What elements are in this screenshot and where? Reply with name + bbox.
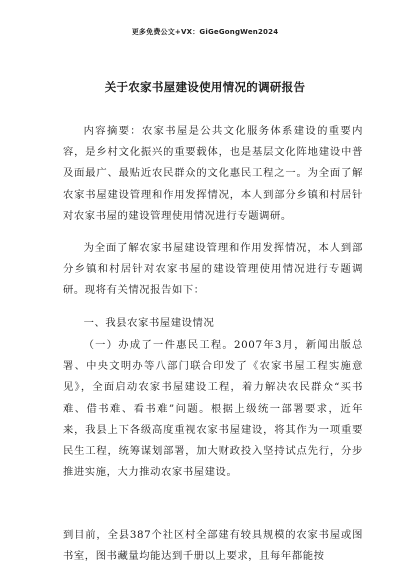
header-watermark: 更多免费公文+VX：GiGeGongWen2024 (131, 28, 279, 36)
body-paragraph: （一）办成了一件惠民工程。2007年3月，新闻出版总署、中央文明办等八部门联合印发了《农家书屋工程实施意见》，全面启动农家书屋建设工程，着力解决农民群众“买书难、借书难、看书难”问题。根据上级统一部署要求，近年来，我县上下各级高度重视农家书屋建设，将其作为一项重要民生工程，统筹谋划部署，加大财政投入坚持试点先行，分步推进实施，大力推动农家书屋建设。 (63, 339, 363, 479)
body-paragraph-continued: 到目前，全县387个社区村全部建有较具规模的农家书屋或图书室，图书藏量均能达到千册以上要求，且每年都能按 (63, 529, 363, 563)
document-title: 关于农家书屋建设使用情况的调研报告 (104, 80, 306, 94)
section-heading: 一、我县农家书屋建设情况 (83, 317, 215, 329)
intro-paragraph: 为全面了解农家书屋建设管理和作用发挥情况，本人到部分乡镇和村居针对农家书屋的建设管理使用情况进行专题调研。现将有关情况报告如下： (63, 242, 363, 297)
abstract-paragraph: 内容摘要：农家书屋是公共文化服务体系建设的重要内容，是乡村文化振兴的重要载体，也是基层文化阵地建设中普及面最广、最贴近农民群众的文化惠民工程之一。为全面了解农家书屋建设管理和作用发挥情况，本人到部分乡镇和村居针对农家书屋的建设管理使用情况进行专题调研。 (63, 125, 363, 222)
